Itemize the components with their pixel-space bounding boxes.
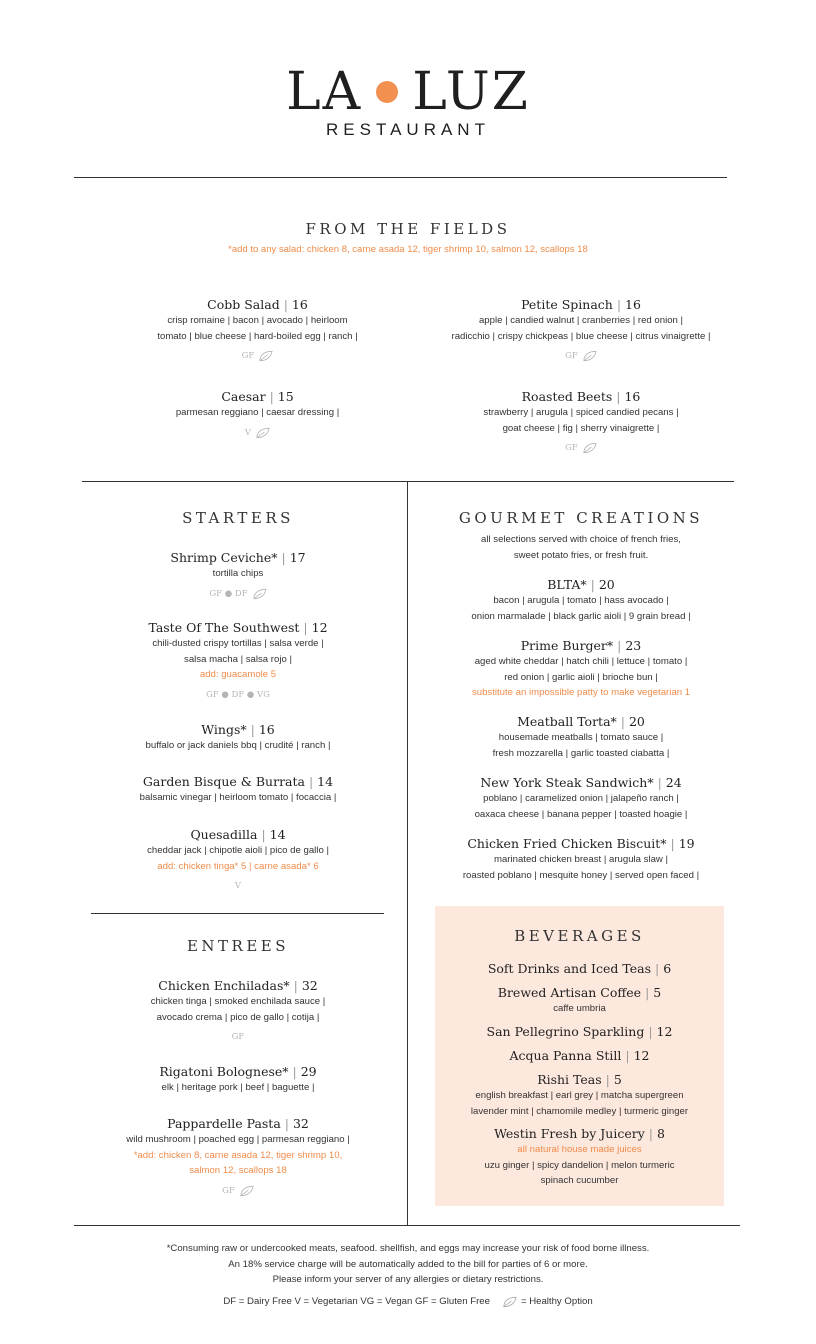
footer-legend bbox=[0, 1294, 816, 1310]
logo-left-word: LA bbox=[286, 62, 363, 122]
item-description: bacon | arugula | tomato | hass avocado | bbox=[493, 595, 669, 606]
footer-line: Please inform your server of any allergies or dietary restrictions. bbox=[272, 1274, 544, 1285]
menu-item bbox=[82, 977, 394, 1045]
dietary-tag bbox=[82, 1183, 394, 1199]
restaurant-logo bbox=[0, 62, 816, 140]
item-description: english breakfast | earl grey | matcha supergreen bbox=[475, 1090, 684, 1101]
menu-item bbox=[82, 549, 394, 602]
tag-text: GF bbox=[241, 351, 255, 361]
dietary-tag bbox=[82, 878, 394, 894]
divider-entrees bbox=[91, 913, 384, 914]
item-description: chicken tinga | smoked enchilada sauce | bbox=[150, 996, 326, 1007]
item-name: Chicken Enchiladas* bbox=[158, 978, 290, 993]
item-description: elk | heritage pork | beef | baguette | bbox=[161, 1082, 315, 1093]
item-title: New York Steak Sandwich* | 24 bbox=[480, 775, 682, 790]
item-description: apple | candied walnut | cranberries | red onion | bbox=[478, 315, 684, 326]
item-description: crisp romaine | bacon | avocado | heirloom bbox=[167, 315, 348, 326]
menu-item bbox=[435, 960, 724, 977]
item-price: 16 bbox=[624, 389, 641, 404]
gourmet-note-line: sweet potato fries, or fresh fruit. bbox=[513, 549, 649, 561]
menu-item bbox=[408, 774, 754, 822]
tag-text: GF ● DF bbox=[209, 588, 248, 599]
menu-item bbox=[408, 713, 754, 761]
leaf-icon bbox=[502, 1296, 517, 1308]
item-price: 16 bbox=[291, 297, 308, 312]
item-addon: all natural house made juices bbox=[517, 1144, 642, 1155]
item-name: Garden Bisque & Burrata bbox=[142, 774, 305, 789]
item-price: 12 bbox=[633, 1048, 650, 1063]
item-title: Garden Bisque & Burrata | 14 bbox=[142, 774, 334, 789]
item-name: Prime Burger* bbox=[520, 638, 614, 653]
item-name: Caesar bbox=[221, 389, 266, 404]
menu-item bbox=[82, 619, 394, 703]
divider-bottom bbox=[74, 1225, 740, 1226]
item-title: Chicken Enchiladas* | 32 bbox=[158, 978, 318, 993]
item-price: 15 bbox=[277, 389, 294, 404]
item-description: lavender mint | chamomile medley | turmeric ginger bbox=[470, 1105, 689, 1117]
leaf-icon bbox=[258, 350, 273, 362]
item-description: goat cheese | fig | sherry vinaigrette | bbox=[502, 422, 660, 434]
item-description: balsamic vinegar | heirloom tomato | focaccia | bbox=[139, 792, 337, 803]
section-title-fields: FROM THE FIELDS bbox=[305, 220, 511, 238]
item-price: 32 bbox=[292, 1116, 309, 1131]
menu-item bbox=[435, 1047, 724, 1064]
menu-item bbox=[408, 576, 754, 624]
item-description: parmesan reggiano | caesar dressing | bbox=[175, 407, 340, 418]
dietary-tag bbox=[82, 586, 394, 602]
item-title: Acqua Panna Still | 12 bbox=[509, 1048, 650, 1063]
leaf-icon bbox=[252, 588, 267, 600]
menu-item bbox=[82, 1063, 394, 1096]
item-price: 19 bbox=[678, 836, 695, 851]
item-title: Petite Spinach | 16 bbox=[521, 297, 641, 312]
item-name: San Pellegrino Sparkling bbox=[486, 1024, 645, 1039]
item-description: salsa macha | salsa rojo | bbox=[184, 653, 292, 665]
gourmet-note bbox=[408, 532, 754, 563]
item-addon: add: guacamole 5 bbox=[199, 669, 277, 680]
leaf-icon bbox=[582, 442, 597, 454]
menu-item bbox=[82, 1115, 394, 1199]
item-title: Pappardelle Pasta | 32 bbox=[167, 1116, 309, 1131]
item-name: Roasted Beets bbox=[521, 389, 613, 404]
item-addon: substitute an impossible patty to make vegetarian 1 bbox=[471, 687, 691, 698]
tag-text: V bbox=[244, 427, 252, 438]
item-price: 12 bbox=[656, 1024, 673, 1039]
item-title: San Pellegrino Sparkling | 12 bbox=[486, 1024, 673, 1039]
item-addon: *add: chicken 8, carne asada 12, tiger shrimp 10, bbox=[133, 1149, 343, 1161]
menu-item bbox=[435, 1071, 724, 1119]
item-title: Westin Fresh by Juicery | 8 bbox=[494, 1126, 665, 1141]
item-title: Rishi Teas | 5 bbox=[537, 1072, 622, 1087]
item-price: 20 bbox=[598, 577, 615, 592]
menu-item bbox=[435, 1023, 724, 1040]
menu-item bbox=[82, 826, 394, 894]
item-price: 20 bbox=[628, 714, 645, 729]
item-description: spinach cucumber bbox=[540, 1175, 619, 1186]
tag-text: V bbox=[234, 881, 242, 891]
tag-text: GF bbox=[222, 1185, 235, 1196]
menu-item bbox=[408, 637, 754, 701]
section-title-entrees: ENTREES bbox=[186, 937, 290, 955]
dietary-tag bbox=[408, 440, 754, 456]
menu-item bbox=[100, 296, 415, 364]
tag-text: GF bbox=[565, 443, 578, 453]
item-name: Brewed Artisan Coffee bbox=[497, 985, 642, 1000]
divider-top bbox=[74, 177, 727, 178]
item-name: Meatball Torta* bbox=[517, 714, 617, 729]
menu-item bbox=[408, 835, 754, 883]
item-description: poblano | caramelized onion | jalapeño ranch | bbox=[483, 793, 679, 804]
logo-subtitle: RESTAURANT bbox=[326, 120, 490, 139]
item-name: Chicken Fried Chicken Biscuit* bbox=[467, 836, 667, 851]
item-description: strawberry | arugula | spiced candied pecans | bbox=[483, 407, 679, 418]
tag-text: GF bbox=[231, 1032, 245, 1042]
item-title: Soft Drinks and Iced Teas | 6 bbox=[487, 961, 672, 976]
legend-text: DF = Dairy Free V = Vegetarian VG = Vegan GF = Gluten Free bbox=[223, 1296, 490, 1307]
item-name: New York Steak Sandwich* bbox=[480, 775, 654, 790]
item-name: Wings* bbox=[201, 722, 247, 737]
item-name: Rigatoni Bolognese* bbox=[159, 1064, 289, 1079]
menu-item bbox=[408, 296, 754, 364]
item-name: BLTA* bbox=[547, 577, 587, 592]
item-name: Acqua Panna Still bbox=[509, 1048, 622, 1063]
section-title-gourmet: GOURMET CREATIONS bbox=[458, 509, 704, 527]
item-description: wild mushroom | poached egg | parmesan reggiano | bbox=[126, 1134, 350, 1145]
footer-line: An 18% service charge will be automatically added to the bill for parties of 6 or more. bbox=[228, 1258, 588, 1270]
leaf-icon bbox=[239, 1185, 254, 1197]
item-name: Westin Fresh by Juicery bbox=[494, 1126, 645, 1141]
item-price: 6 bbox=[663, 961, 672, 976]
item-price: 24 bbox=[665, 775, 682, 790]
item-description: tortilla chips bbox=[212, 568, 264, 579]
item-title: Wings* | 16 bbox=[201, 722, 275, 737]
tag-text: GF ● DF ● VG bbox=[206, 689, 270, 700]
item-description: roasted poblano | mesquite honey | served open faced | bbox=[462, 869, 700, 881]
item-title: Rigatoni Bolognese* | 29 bbox=[159, 1064, 317, 1079]
item-title: Taste Of The Southwest | 12 bbox=[148, 620, 328, 635]
item-description: caffe umbria bbox=[553, 1003, 606, 1014]
item-description: oaxaca cheese | banana pepper | toasted hoagie | bbox=[474, 808, 688, 820]
tag-text: GF bbox=[565, 351, 578, 361]
item-name: Pappardelle Pasta bbox=[167, 1116, 281, 1131]
item-addon: salmon 12, scallops 18 bbox=[189, 1165, 287, 1176]
menu-item bbox=[435, 984, 724, 1017]
logo-dot-icon bbox=[376, 81, 398, 103]
item-description: cheddar jack | chipotle aioli | pico de gallo | bbox=[147, 845, 329, 856]
item-price: 16 bbox=[625, 297, 641, 312]
item-title: Quesadilla | 14 bbox=[190, 827, 286, 842]
item-name: Shrimp Ceviche* bbox=[170, 550, 278, 565]
menu-item bbox=[100, 388, 415, 441]
item-title: BLTA* | 20 bbox=[547, 577, 615, 592]
fields-add-note: *add to any salad: chicken 8, carne asada 12, tiger shrimp 10, salmon 12, scallops 18 bbox=[228, 244, 588, 255]
dietary-tag bbox=[100, 348, 415, 364]
item-name: Quesadilla bbox=[190, 827, 258, 842]
item-description: radicchio | crispy chickpeas | blue cheese | citrus vinaigrette | bbox=[451, 330, 711, 342]
item-description: chili-dusted crispy tortillas | salsa verde | bbox=[152, 638, 324, 649]
item-name: Soft Drinks and Iced Teas bbox=[487, 961, 651, 976]
leaf-icon bbox=[255, 427, 270, 439]
item-price: 23 bbox=[625, 638, 642, 653]
dietary-tag bbox=[100, 425, 415, 441]
dietary-tag bbox=[408, 348, 754, 364]
item-title: Caesar | 15 bbox=[221, 389, 294, 404]
dietary-tag bbox=[82, 687, 394, 703]
logo-right-word: LUZ bbox=[412, 62, 530, 122]
item-name: Cobb Salad bbox=[207, 297, 280, 312]
item-description: fresh mozzarella | garlic toasted ciabatta | bbox=[492, 747, 670, 759]
item-description: tomato | blue cheese | hard-boiled egg | ranch | bbox=[157, 330, 358, 342]
item-price: 12 bbox=[311, 620, 328, 635]
item-title: Prime Burger* | 23 bbox=[520, 638, 642, 653]
section-title-beverages: BEVERAGES bbox=[514, 927, 645, 945]
item-title: Shrimp Ceviche* | 17 bbox=[170, 550, 306, 565]
item-addon: add: chicken tinga* 5 | carne asada* 6 bbox=[157, 860, 319, 872]
item-price: 14 bbox=[269, 827, 286, 842]
item-price: 5 bbox=[613, 1072, 622, 1087]
item-description: uzu ginger | spicy dandelion | melon turmeric bbox=[484, 1159, 675, 1171]
gourmet-note-line: all selections served with choice of french fries, bbox=[481, 534, 681, 545]
item-description: buffalo or jack daniels bbq | crudité | ranch | bbox=[145, 740, 331, 751]
footer-notes bbox=[0, 1241, 816, 1288]
item-price: 14 bbox=[317, 774, 334, 789]
item-description: aged white cheddar | hatch chili | lettuce | tomato | bbox=[474, 656, 688, 667]
logo-wordmark bbox=[0, 62, 816, 122]
section-title-starters: STARTERS bbox=[182, 509, 294, 527]
item-description: onion marmalade | black garlic aioli | 9 grain bread | bbox=[471, 610, 691, 622]
leaf-icon bbox=[582, 350, 597, 362]
item-title: Roasted Beets | 16 bbox=[521, 389, 641, 404]
item-name: Rishi Teas bbox=[537, 1072, 602, 1087]
item-title: Meatball Torta* | 20 bbox=[517, 714, 645, 729]
item-title: Cobb Salad | 16 bbox=[207, 297, 308, 312]
item-title: Chicken Fried Chicken Biscuit* | 19 bbox=[467, 836, 695, 851]
item-description: housemade meatballs | tomato sauce | bbox=[498, 732, 664, 743]
item-price: 8 bbox=[656, 1126, 665, 1141]
menu-item bbox=[435, 1125, 724, 1189]
footer-line: *Consuming raw or undercooked meats, seafood. shellfish, and eggs may increase your risk of food borne illness. bbox=[166, 1243, 650, 1254]
item-price: 29 bbox=[300, 1064, 317, 1079]
item-name: Petite Spinach bbox=[521, 297, 613, 312]
item-price: 32 bbox=[301, 978, 318, 993]
item-title: Brewed Artisan Coffee | 5 bbox=[497, 985, 662, 1000]
menu-item bbox=[408, 388, 754, 456]
legend-healthy-text: = Healthy Option bbox=[520, 1296, 593, 1307]
divider-fields bbox=[82, 481, 734, 482]
item-description: avocado crema | pico de gallo | cotija | bbox=[156, 1011, 320, 1023]
menu-item bbox=[82, 773, 394, 806]
item-price: 5 bbox=[653, 985, 662, 1000]
dietary-tag bbox=[82, 1029, 394, 1045]
item-description: red onion | garlic aioli | brioche bun | bbox=[504, 671, 658, 683]
item-price: 16 bbox=[258, 722, 275, 737]
item-name: Taste Of The Southwest bbox=[148, 620, 300, 635]
item-description: marinated chicken breast | arugula slaw | bbox=[493, 854, 669, 865]
menu-item bbox=[82, 721, 394, 754]
item-price: 17 bbox=[289, 550, 306, 565]
